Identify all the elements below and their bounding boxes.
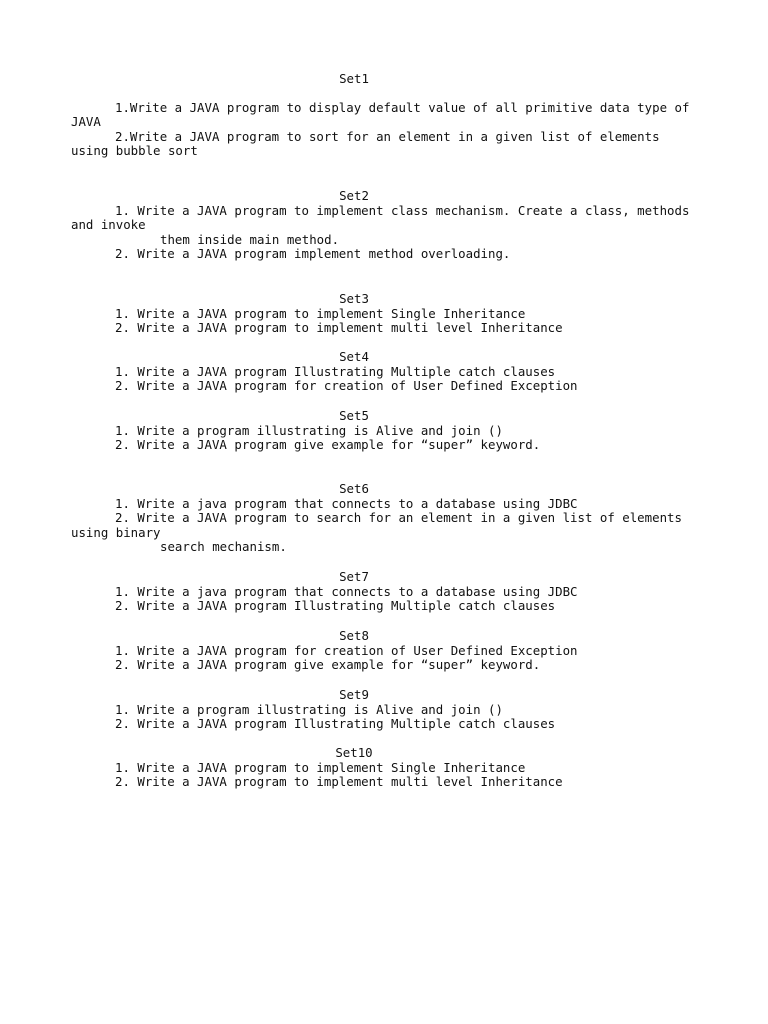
- question-2: [71, 247, 701, 262]
- set-title: Set6: [339, 481, 369, 496]
- question-2: [71, 658, 701, 673]
- question-1: [71, 204, 701, 248]
- question-1: [71, 101, 701, 130]
- question-text: 2. Write a JAVA program for creation of User Defined Exception: [115, 378, 578, 394]
- question-text-wrap: JAVA: [71, 114, 101, 130]
- question-1: [71, 761, 701, 776]
- question-2: [71, 599, 701, 614]
- set-9: [71, 688, 701, 732]
- question-2: [71, 511, 701, 555]
- set-3: [71, 292, 701, 336]
- question-text: 2. Write a JAVA program Illustrating Multiple catch clauses: [115, 716, 556, 732]
- question-text: 2. Write a JAVA program implement method overloading.: [115, 246, 511, 262]
- question-text-wrap: using bubble sort: [71, 143, 198, 159]
- question-text: 2. Write a JAVA program give example for “super” keyword.: [115, 657, 541, 673]
- question-2: [71, 321, 701, 336]
- question-text: 1. Write a JAVA program to implement Single Inheritance: [115, 759, 526, 775]
- set-title: Set3: [339, 291, 369, 306]
- question-text: 2. Write a JAVA program to implement multi level Inheritance: [115, 774, 563, 790]
- question-1: [71, 497, 701, 512]
- set-title: Set2: [339, 188, 369, 203]
- question-text-continued: search mechanism.: [160, 539, 287, 555]
- question-text: 1. Write a JAVA program to implement Single Inheritance: [115, 305, 526, 321]
- set-title: Set10: [335, 745, 373, 760]
- set-title: Set5: [339, 408, 369, 423]
- question-text: 1. Write a JAVA program to implement class mechanism. Create a class, methods: [115, 202, 690, 218]
- set-7: [71, 570, 701, 614]
- question-text: 2. Write a JAVA program to search for an element in a given list of elements: [115, 510, 682, 526]
- question-text: 1. Write a program illustrating is Alive and join (): [115, 701, 503, 717]
- question-text: 1. Write a java program that connects to a database using JDBC: [115, 583, 578, 599]
- set-2: [71, 189, 701, 262]
- set-10: [71, 746, 701, 790]
- question-2: [71, 379, 701, 394]
- question-text: 1. Write a java program that connects to a database using JDBC: [115, 495, 578, 511]
- question-1: [71, 585, 701, 600]
- set-title: Set8: [339, 628, 369, 643]
- question-2: [71, 775, 701, 790]
- question-1: [71, 644, 701, 659]
- question-text: 1.Write a JAVA program to display default value of all primitive data type of: [115, 99, 690, 115]
- set-title: Set1: [339, 71, 369, 86]
- question-1: [71, 307, 701, 322]
- set-5: [71, 409, 701, 453]
- question-2: [71, 130, 701, 159]
- question-1: [71, 365, 701, 380]
- set-8: [71, 629, 701, 673]
- question-text-continued: them inside main method.: [160, 231, 340, 247]
- question-text-wrap: using binary: [71, 524, 161, 540]
- question-1: [71, 703, 701, 718]
- set-6: [71, 482, 701, 555]
- set-4: [71, 350, 701, 394]
- question-text: 2. Write a JAVA program to implement multi level Inheritance: [115, 320, 563, 336]
- question-text: 2. Write a JAVA program Illustrating Multiple catch clauses: [115, 598, 556, 614]
- set-1: [71, 72, 701, 159]
- set-title: Set9: [339, 687, 369, 702]
- question-2: [71, 438, 701, 453]
- question-text: 1. Write a program illustrating is Alive and join (): [115, 422, 503, 438]
- question-text: 1. Write a JAVA program Illustrating Multiple catch clauses: [115, 363, 556, 379]
- question-text: 2. Write a JAVA program give example for “super” keyword.: [115, 437, 541, 453]
- question-1: [71, 424, 701, 439]
- set-title: Set4: [339, 349, 369, 364]
- question-text: 2.Write a JAVA program to sort for an element in a given list of elements: [115, 128, 660, 144]
- question-text-wrap: and invoke: [71, 217, 146, 233]
- question-text: 1. Write a JAVA program for creation of User Defined Exception: [115, 642, 578, 658]
- question-2: [71, 717, 701, 732]
- set-title: Set7: [339, 569, 369, 584]
